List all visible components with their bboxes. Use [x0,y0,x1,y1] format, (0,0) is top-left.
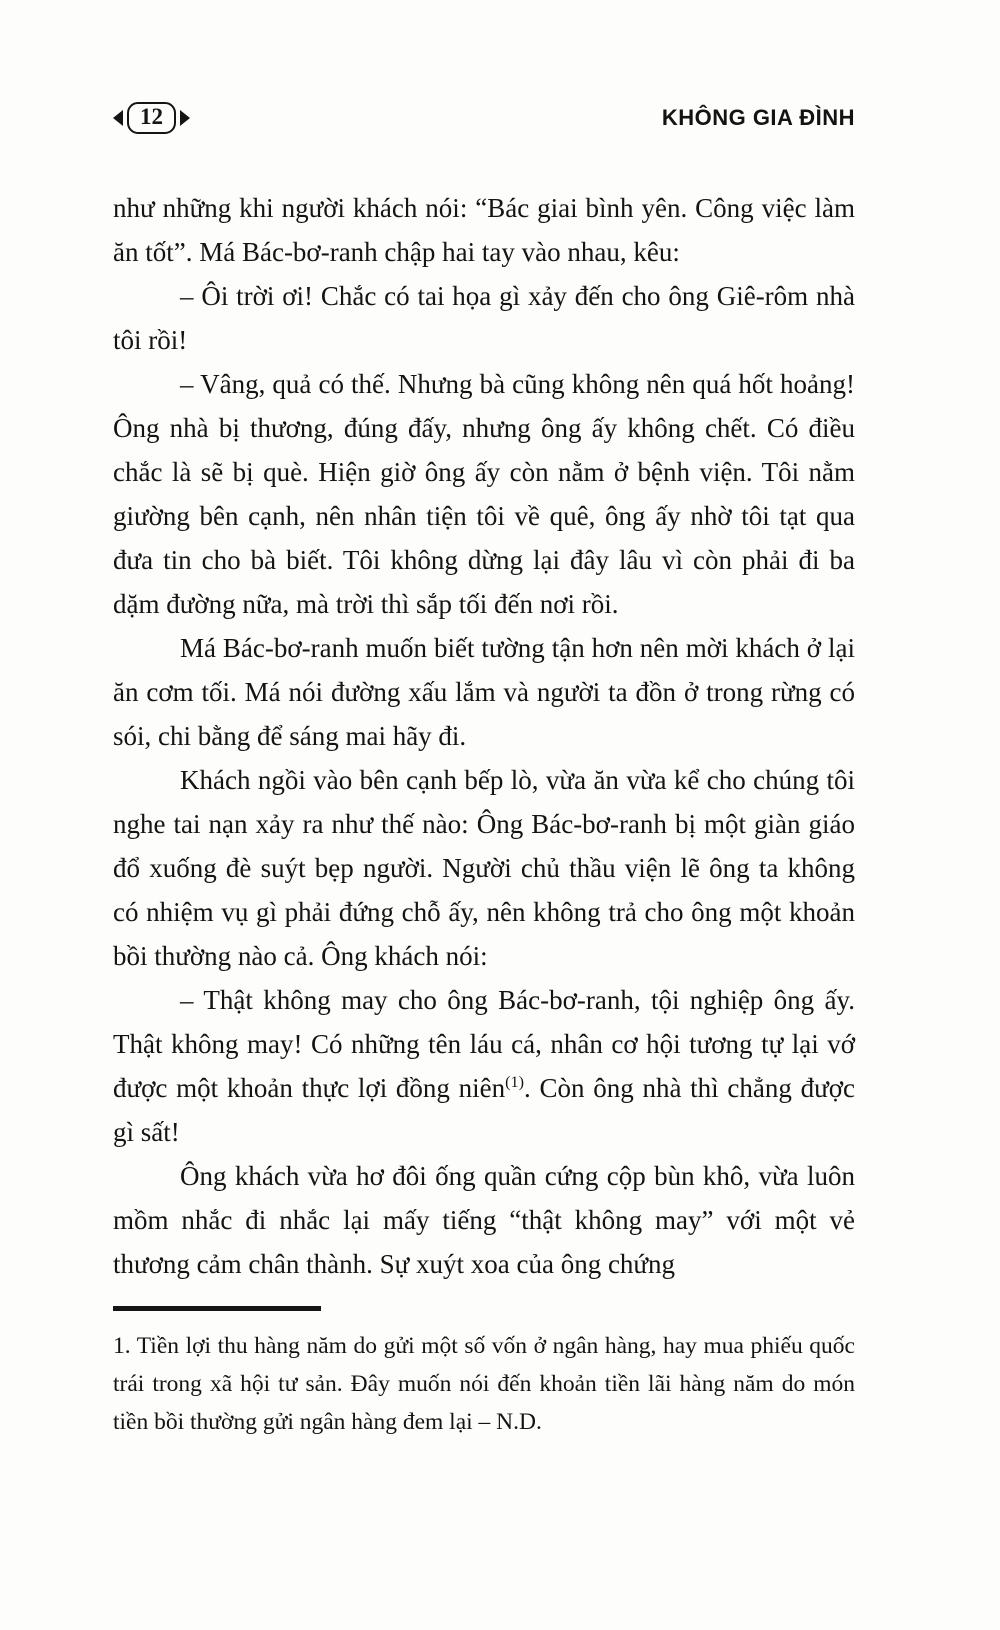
paragraph: – Thật không may cho ông Bác-bơ-ranh, tội nghiệp ông ấy. Thật không may! Có những tên láu cá, nhân cơ hội tương tự lại vớ được một khoản thực lợi đồng niên$^{(1)}$. Còn ông nhà thì chẳng được gì sất! [113,985,855,1147]
paragraph: Ông khách vừa hơ đôi ống quần cứng cộp bùn khô, vừa luôn mồm nhắc đi nhắc lại mấy tiếng “thật không may” với một vẻ thương cảm chân thành. Sự xuýt xoa của ông chứng [113,1161,855,1279]
paragraph: như những khi người khách nói: “Bác giai bình yên. Công việc làm ăn tốt”. Má Bác-bơ-ranh chập hai tay vào nhau, kêu: [113,193,855,267]
right-arrow-icon [180,110,190,126]
paragraph: Khách ngồi vào bên cạnh bếp lò, vừa ăn vừa kể cho chúng tôi nghe tai nạn xảy ra như thế nào: Ông Bác-bơ-ranh bị một giàn giáo đổ xuống đè suýt bẹp người. Người chủ thầu viện lẽ ông ta không có nhiệm vụ gì phải đứng chỗ ấy, nên không trả cho ông một khoản bồi thường nào cả. Ông khách nói: [113,765,855,971]
book-title: KHÔNG GIA ĐÌNH [661,105,855,130]
page-header [113,102,855,134]
body-paragraphs [113,186,855,1286]
paragraph: – Vâng, quả có thế. Nhưng bà cũng không nên quá hốt hoảng! Ông nhà bị thương, đúng đấy, nhưng ông ấy không chết. Có điều chắc là sẽ bị què. Hiện giờ ông ấy còn nằm ở bệnh viện. Tôi nằm giường bên cạnh, nên nhân tiện tôi về quê, ông ấy nhờ tôi tạt qua đưa tin cho bà biết. Tôi không dừng lại đây lâu vì còn phải đi ba dặm đường nữa, mà trời thì sắp tối đến nơi rồi. [113,369,855,619]
footnote-area [113,1306,855,1441]
footnote-rule [113,1306,321,1311]
page-number: 12 [127,102,176,134]
footnote-reference: (1) [505,1073,525,1091]
paragraph: Má Bác-bơ-ranh muốn biết tường tận hơn nên mời khách ở lại ăn cơm tối. Má nói đường xấu lắm và người ta đồn ở trong rừng có sói, chi bằng để sáng mai hãy đi. [113,633,855,751]
left-arrow-icon [113,110,123,126]
footnote-text: 1. Tiền lợi thu hàng năm do gửi một số vốn ở ngân hàng, hay mua phiếu quốc trái trong xã hội tư sản. Đây muốn nói đến khoản tiền lãi hàng năm do món tiền bồi thường gửi ngân hàng đem lại – N.D. [113,1333,855,1435]
paragraph: – Ôi trời ơi! Chắc có tai họa gì xảy đến cho ông Giê-rôm nhà tôi rồi! [113,281,855,355]
page-number-ornament [113,102,190,134]
